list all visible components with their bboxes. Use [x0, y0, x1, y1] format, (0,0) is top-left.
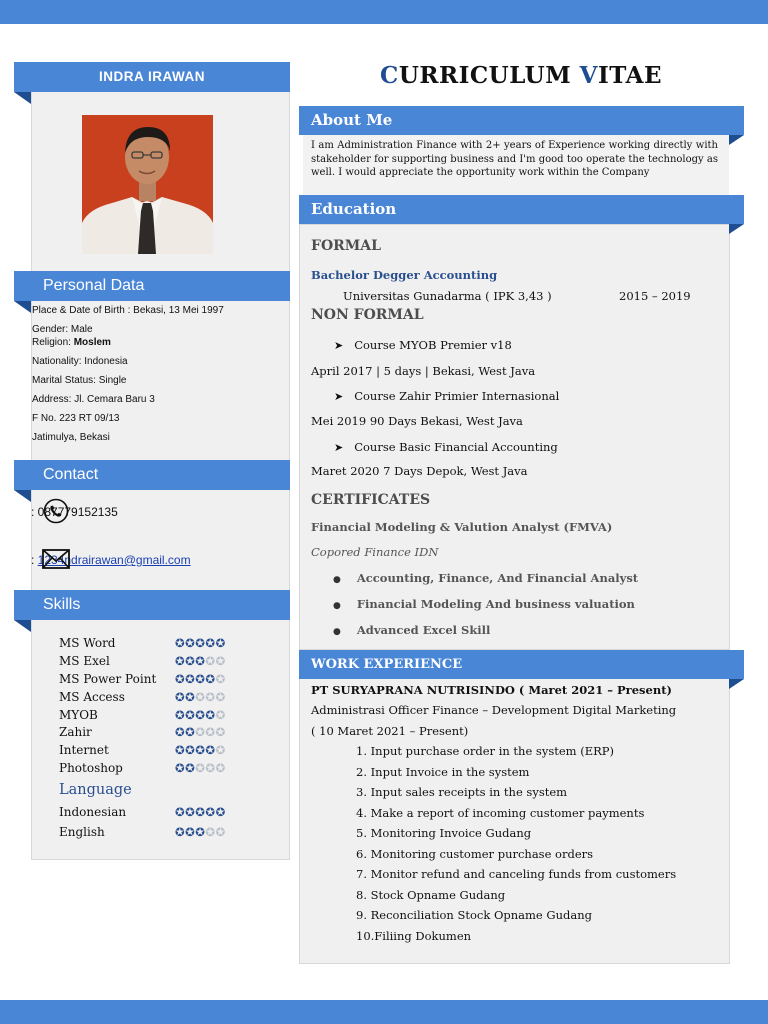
cv-title [380, 62, 670, 89]
certificate-topic [333, 597, 635, 611]
skill-name: MYOB [59, 708, 98, 722]
star-filled-icon: ✪ [175, 690, 186, 704]
star-filled-icon: ✪ [185, 636, 196, 650]
star-filled-icon: ✪ [195, 743, 206, 757]
task-item: 7. Monitor refund and canceling funds from customers [356, 867, 677, 881]
star-empty-icon: ✪ [215, 825, 226, 839]
star-empty-icon: ✪ [215, 743, 226, 757]
university-name: Universitas Gunadarma ( IPK 3,43 ) [343, 289, 552, 303]
star-filled-icon: ✪ [175, 761, 186, 775]
star-filled-icon: ✪ [205, 636, 216, 650]
course-item [334, 389, 559, 403]
skill-name: English [59, 825, 105, 839]
marital-info: Marital Status: Single [32, 375, 127, 386]
task-item: 2. Input Invoice in the system [356, 764, 530, 779]
rating-stars [175, 636, 226, 650]
religion-label: Religion: [32, 337, 74, 348]
email-prefix: : [31, 553, 38, 567]
name-banner [14, 62, 290, 92]
rating-stars [175, 708, 226, 722]
task-item: 6. Monitoring customer purchase orders [356, 846, 594, 861]
task-item: 4. Make a report of incoming customer payments [356, 805, 645, 820]
star-filled-icon: ✪ [185, 654, 196, 668]
rating-stars [175, 805, 226, 819]
skill-row [59, 743, 259, 759]
star-empty-icon: ✪ [215, 690, 226, 704]
star-filled-icon: ✪ [205, 672, 216, 686]
star-filled-icon: ✪ [205, 805, 216, 819]
star-empty-icon: ✪ [205, 825, 216, 839]
course-detail: April 2017 | 5 days | Bekasi, West Java [311, 364, 536, 378]
arrow-bullet-icon: ➤ [334, 441, 344, 454]
certificates-heading: CERTIFICATES [311, 492, 431, 508]
course-name: Course MYOB Premier v18 [354, 338, 512, 352]
certificate-topic-text: Financial Modeling And business valuation [356, 597, 635, 611]
star-empty-icon: ✪ [205, 690, 216, 704]
skill-name: Internet [59, 743, 109, 757]
banner-fold [14, 490, 31, 502]
star-filled-icon: ✪ [185, 708, 196, 722]
task-item: 1. Input purchase order in the system (ERP) [356, 744, 614, 758]
address-line-1: Address: Jl. Cemara Baru 3 [32, 394, 155, 405]
skill-row [59, 725, 259, 741]
cv-title-urriculum: URRICULUM [398, 62, 580, 89]
star-filled-icon: ✪ [195, 825, 206, 839]
star-filled-icon: ✪ [195, 654, 206, 668]
banner-fold [729, 679, 744, 689]
skill-row [59, 690, 259, 706]
star-filled-icon: ✪ [175, 743, 186, 757]
course-name: Course Basic Financial Accounting [354, 440, 558, 454]
banner-fold [729, 224, 744, 234]
skill-row [59, 825, 259, 841]
skill-name: MS Word [59, 636, 116, 650]
star-filled-icon: ✪ [175, 672, 186, 686]
banner-fold [14, 92, 31, 104]
top-accent-bar [0, 0, 768, 24]
skill-name: Zahir [59, 725, 92, 739]
arrow-bullet-icon: ➤ [334, 390, 344, 403]
skill-name: Indonesian [59, 805, 127, 819]
phone-icon [41, 498, 71, 524]
skill-name: MS Exel [59, 654, 110, 668]
star-filled-icon: ✪ [175, 725, 186, 739]
star-empty-icon: ✪ [215, 708, 226, 722]
star-filled-icon: ✪ [185, 690, 196, 704]
email-row [31, 553, 191, 567]
degree-name: Bachelor Degger Accounting [311, 268, 498, 282]
address-line-3: Jatimulya, Bekasi [32, 432, 110, 443]
education-heading [299, 195, 744, 224]
arrow-bullet-icon: ➤ [334, 339, 344, 352]
rating-stars [175, 761, 226, 775]
task-item: 9. Reconciliation Stock Opname Gudang [356, 908, 592, 922]
language-title: Language [59, 782, 132, 798]
star-empty-icon: ✪ [205, 654, 216, 668]
study-years: 2015 – 2019 [619, 289, 691, 303]
star-empty-icon: ✪ [215, 761, 226, 775]
banner-fold [14, 301, 31, 313]
skill-name: MS Access [59, 690, 125, 704]
rating-stars [175, 672, 226, 686]
star-filled-icon: ✪ [175, 636, 186, 650]
star-filled-icon: ✪ [175, 825, 186, 839]
star-filled-icon: ✪ [205, 708, 216, 722]
course-name: Course Zahir Primier Internasional [354, 389, 560, 403]
cv-title-c: C [380, 62, 399, 89]
bullet-icon: ● [333, 601, 341, 611]
rating-stars [175, 725, 226, 739]
skill-row [59, 654, 259, 670]
work-experience-title: WORK EXPERIENCE [311, 657, 463, 672]
candidate-name: INDRA IRAWAN [99, 69, 205, 84]
cv-title-itae: ITAE [598, 62, 663, 89]
banner-fold [14, 620, 31, 632]
company-name: PT SURYAPRANA NUTRISINDO ( Maret 2021 – Present) [311, 683, 672, 697]
gender-info: Gender: Male [32, 324, 93, 335]
skill-row [59, 636, 259, 652]
course-detail: Maret 2020 7 Days Depok, West Java [311, 464, 528, 478]
formal-heading: FORMAL [311, 238, 381, 254]
certificate-name: Financial Modeling & Valution Analyst (FMVA) [311, 520, 613, 534]
skill-row [59, 761, 259, 777]
star-filled-icon: ✪ [185, 805, 196, 819]
star-filled-icon: ✪ [205, 743, 216, 757]
star-filled-icon: ✪ [215, 805, 226, 819]
star-filled-icon: ✪ [185, 761, 196, 775]
phone-number: 087779152135 [37, 505, 118, 519]
course-item [334, 338, 512, 352]
about-title: About Me [311, 111, 393, 129]
contact-heading [14, 460, 290, 490]
star-empty-icon: ✪ [205, 761, 216, 775]
bottom-accent-bar [0, 1000, 768, 1024]
nonformal-heading: NON FORMAL [311, 307, 424, 323]
bullet-icon: ● [333, 575, 341, 585]
skill-name: Photoshop [59, 761, 123, 775]
task-item: 10.Filiing Dokumen [356, 928, 472, 943]
task-item: 3. Input sales receipts in the system [356, 785, 568, 799]
star-empty-icon: ✪ [195, 761, 206, 775]
envelope-icon [41, 546, 71, 572]
star-filled-icon: ✪ [175, 708, 186, 722]
rating-stars [175, 654, 226, 668]
certificate-topic-text: Advanced Excel Skill [356, 623, 491, 637]
star-filled-icon: ✪ [185, 743, 196, 757]
certificate-topic [333, 571, 638, 585]
about-text: I am Administration Finance with 2+ years of Experience working directly with stakeholder for supporting business and I'm good too operate the technology as well. I would appreciate the opportunity work within the Company [311, 140, 718, 178]
task-item: 8. Stock Opname Gudang [356, 887, 506, 902]
star-empty-icon: ✪ [215, 672, 226, 686]
skill-row [59, 805, 259, 821]
certificate-topic-text: Accounting, Finance, And Financial Analyst [356, 571, 639, 585]
star-filled-icon: ✪ [215, 636, 226, 650]
skill-name: MS Power Point [59, 672, 157, 686]
portrait-illustration [82, 115, 213, 254]
birth-info: Place & Date of Birth : Bekasi, 13 Mei 1997 [32, 305, 224, 316]
religion-value: Moslem [73, 337, 111, 348]
star-filled-icon: ✪ [185, 825, 196, 839]
star-filled-icon: ✪ [195, 672, 206, 686]
phone-row [31, 505, 118, 519]
star-empty-icon: ✪ [205, 725, 216, 739]
course-detail: Mei 2019 90 Days Bekasi, West Java [311, 414, 523, 428]
star-empty-icon: ✪ [215, 654, 226, 668]
star-empty-icon: ✪ [215, 725, 226, 739]
education-title: Education [311, 200, 397, 218]
star-filled-icon: ✪ [195, 805, 206, 819]
job-role: Administrasi Officer Finance – Development Digital Marketing [311, 703, 677, 717]
email-link[interactable]: 1234ndrairawan@gmail.com [37, 553, 191, 567]
skills-heading [14, 590, 290, 620]
religion-info [32, 337, 111, 348]
skill-row [59, 708, 259, 724]
rating-stars [175, 825, 226, 839]
banner-fold [729, 135, 744, 145]
personal-data-title: Personal Data [43, 277, 145, 294]
nationality-info: Nationality: Indonesia [32, 356, 128, 367]
work-experience-heading [299, 650, 744, 679]
star-filled-icon: ✪ [185, 672, 196, 686]
contact-title: Contact [43, 466, 99, 483]
job-period: ( 10 Maret 2021 – Present) [311, 724, 469, 738]
phone-prefix: : [31, 505, 38, 519]
rating-stars [175, 690, 226, 704]
cv-title-v: V [579, 62, 599, 89]
star-empty-icon: ✪ [195, 690, 206, 704]
certificate-topic [333, 623, 490, 637]
skills-title: Skills [43, 596, 81, 613]
star-filled-icon: ✪ [185, 725, 196, 739]
certificate-issuer: Copored Finance IDN [311, 545, 439, 559]
star-filled-icon: ✪ [195, 708, 206, 722]
course-item [334, 440, 558, 454]
star-filled-icon: ✪ [175, 805, 186, 819]
profile-photo [82, 115, 213, 254]
task-item: 5. Monitoring Invoice Gudang [356, 826, 532, 840]
address-line-2: F No. 223 RT 09/13 [32, 413, 120, 424]
education-box [299, 224, 730, 650]
about-heading [299, 106, 744, 135]
bullet-icon: ● [333, 627, 341, 637]
skill-row [59, 672, 259, 688]
star-empty-icon: ✪ [195, 725, 206, 739]
star-filled-icon: ✪ [175, 654, 186, 668]
star-filled-icon: ✪ [195, 636, 206, 650]
rating-stars [175, 743, 226, 757]
personal-data-heading [14, 271, 290, 301]
